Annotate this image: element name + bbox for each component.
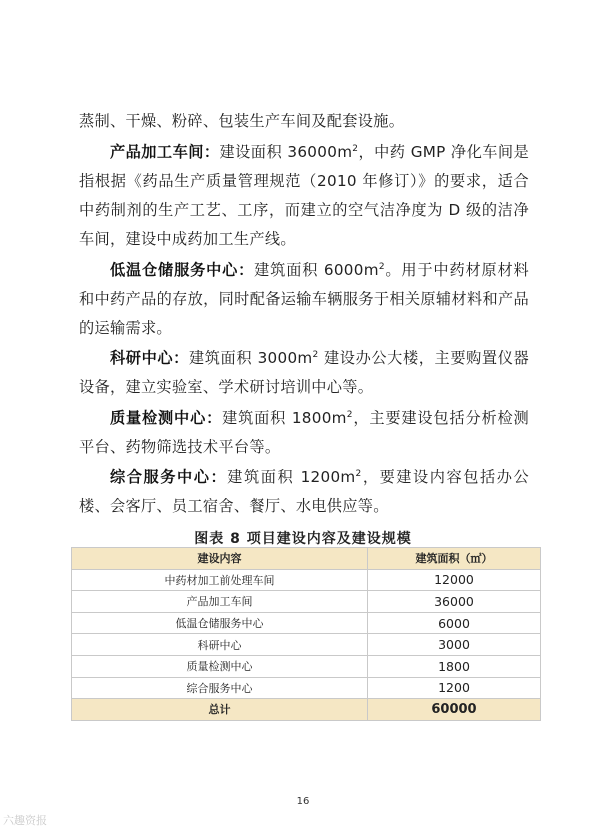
superscript: 2 xyxy=(346,409,353,420)
area-text: 建筑面积 1200m xyxy=(227,468,356,486)
paragraph-text: 蒸制、干燥、粉碎、包装生产车间及配套设施。 xyxy=(79,112,405,130)
cell-content: 中药材加工前处理车间 xyxy=(72,569,368,591)
table-row xyxy=(72,655,541,677)
cell-content: 质量检测中心 xyxy=(72,655,368,677)
area-text: 建筑面积 3000m xyxy=(188,349,313,367)
paragraph-lead: 质量检测中心： xyxy=(110,409,223,427)
watermark-logo xyxy=(3,812,47,828)
paragraph-text: 建设办公大楼，主要购置仪器设备，建立实验室、学术研讨培训中心等。 xyxy=(79,349,530,396)
paragraph-text: 。用于中药材原材料和中药产品的存放，同时配备运输车辆服务于相关原辅材料和产品的运输需求。 xyxy=(79,261,530,337)
superscript: 2 xyxy=(352,143,359,154)
table-total-row xyxy=(72,699,541,721)
total-value: 60000 xyxy=(368,699,541,721)
paragraph-lead: 产品加工车间： xyxy=(110,143,220,161)
paragraph-intro-continuation xyxy=(79,107,529,136)
table-row xyxy=(72,569,541,591)
paragraph-service-center xyxy=(79,463,529,521)
superscript: 2 xyxy=(355,468,362,479)
area-text: 建设面积 36000m xyxy=(219,143,353,161)
paragraph-text: ，中药 GMP 净化车间是指根据《药品生产质量管理规范（2010 年修订）》的要求，适合中药制剂的生产工艺、工序，而建立的空气洁净度为 D 级的洁净车间，建设中成药加工生产线。 xyxy=(79,143,529,248)
paragraph-text: ，主要建设包括分析检测平台、药物筛选技术平台等。 xyxy=(79,409,529,456)
area-text: 建筑面积 6000m xyxy=(254,261,379,279)
cell-content: 低温仓储服务中心 xyxy=(72,612,368,634)
paragraph-text: ，要建设内容包括办公楼、会客厅、员工宿舍、餐厅、水电供应等。 xyxy=(79,468,530,515)
cell-content: 产品加工车间 xyxy=(72,591,368,613)
cell-area: 3000 xyxy=(368,634,541,656)
cell-area: 12000 xyxy=(368,569,541,591)
table-caption: 图表 8 项目建设内容及建设规模 xyxy=(194,531,412,547)
paragraph-lead: 低温仓储服务中心： xyxy=(110,261,255,279)
cell-area: 1800 xyxy=(368,655,541,677)
construction-table xyxy=(71,547,541,721)
cell-area: 6000 xyxy=(368,612,541,634)
paragraph-product-workshop xyxy=(79,138,529,254)
watermark-text: 六趣资报 xyxy=(3,814,47,827)
table-row xyxy=(72,634,541,656)
cell-area: 1200 xyxy=(368,677,541,699)
area-text: 建筑面积 1800m xyxy=(222,409,347,427)
paragraph-lead: 综合服务中心： xyxy=(110,468,228,486)
table-row xyxy=(72,591,541,613)
cell-content: 科研中心 xyxy=(72,634,368,656)
superscript: 2 xyxy=(378,261,385,272)
table-header-row xyxy=(72,548,541,570)
paragraph-cold-storage xyxy=(79,256,529,343)
header-area: 建筑面积（㎡） xyxy=(368,548,541,570)
table-row xyxy=(72,612,541,634)
paragraph-research-center xyxy=(79,344,529,402)
superscript: 2 xyxy=(312,349,319,360)
paragraph-quality-center xyxy=(79,404,529,462)
cell-content: 综合服务中心 xyxy=(72,677,368,699)
header-content: 建设内容 xyxy=(72,548,368,570)
page-number: 16 xyxy=(296,796,310,807)
table-row xyxy=(72,677,541,699)
paragraph-lead: 科研中心： xyxy=(110,349,189,367)
total-label: 总计 xyxy=(72,699,368,721)
cell-area: 36000 xyxy=(368,591,541,613)
